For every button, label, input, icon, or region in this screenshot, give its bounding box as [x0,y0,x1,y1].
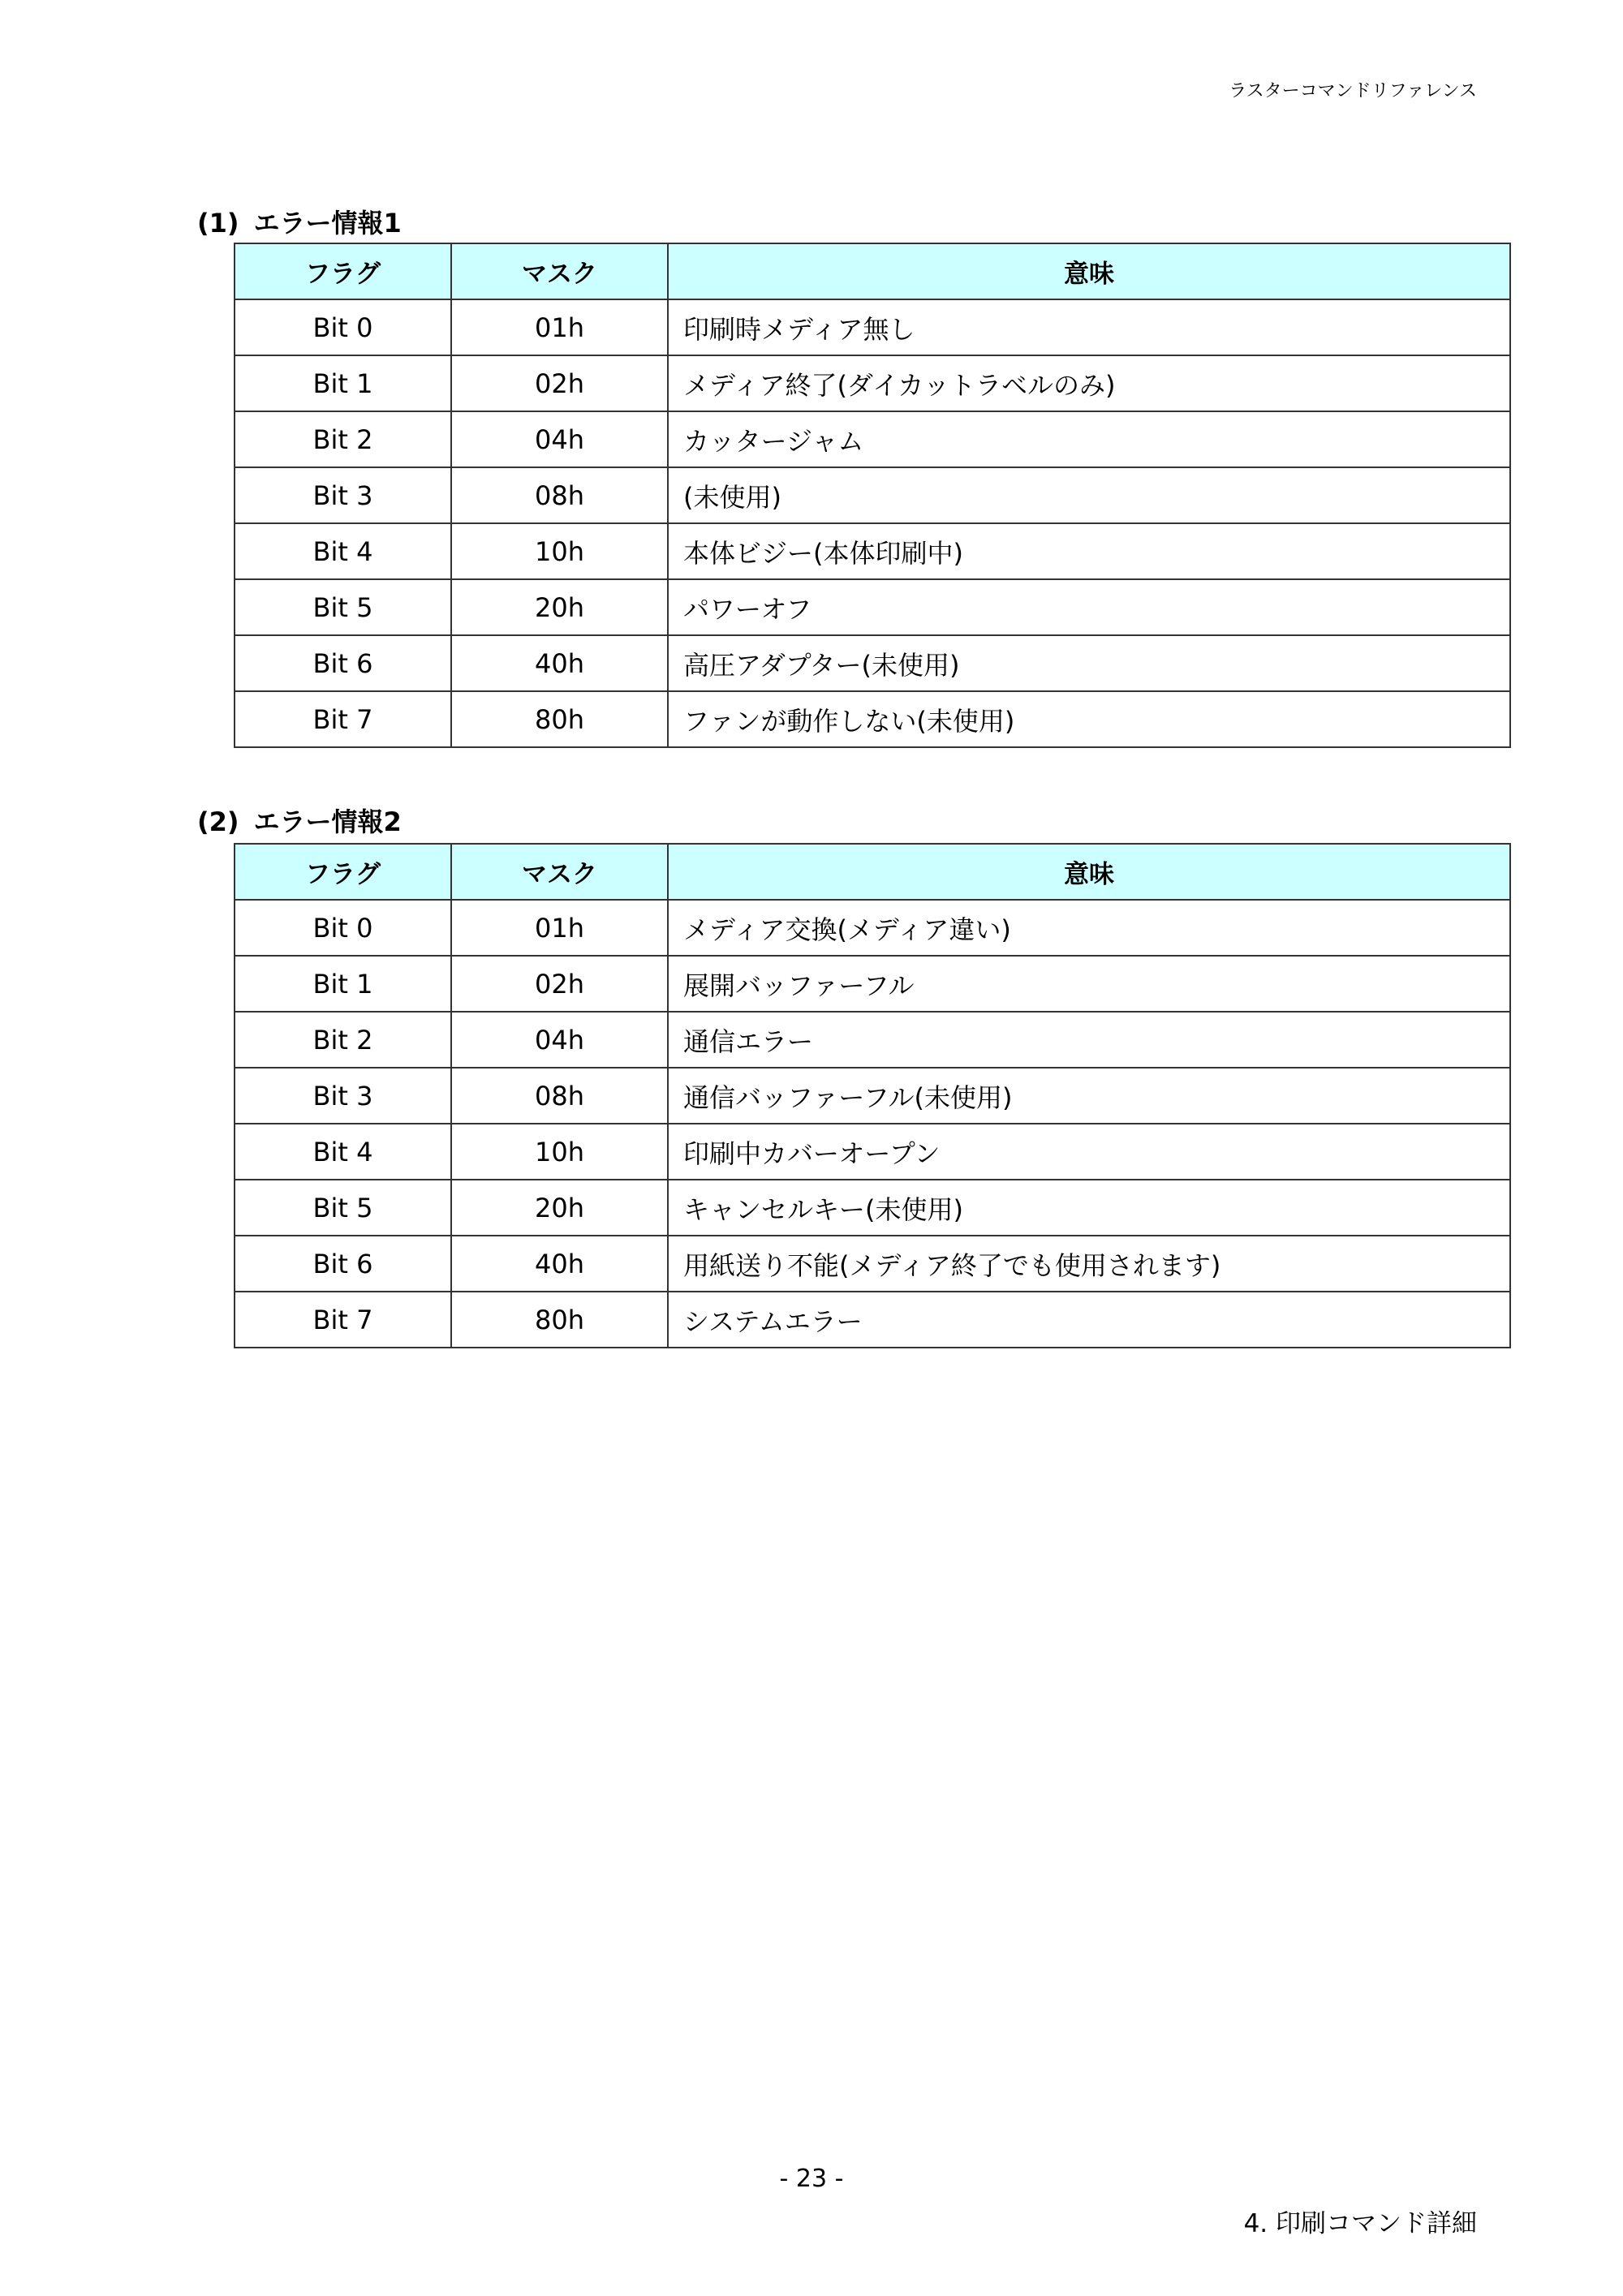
flag-cell: Bit 6 [235,635,451,691]
table-row [235,1068,1510,1124]
mask-cell: 04h [451,1012,668,1068]
flag-cell: Bit 0 [235,299,451,355]
flag-cell: Bit 0 [235,900,451,956]
table-row [235,355,1510,411]
table-row [235,1292,1510,1348]
flag-cell: Bit 1 [235,956,451,1012]
table-row [235,1124,1510,1180]
mask-cell: 01h [451,299,668,355]
table-row [235,691,1510,747]
mask-cell: 08h [451,1068,668,1124]
flag-cell: Bit 3 [235,1068,451,1124]
section-number: (1) [197,208,239,239]
column-header-mask: マスク [451,844,668,900]
table-header-row [235,844,1510,900]
table-row [235,956,1510,1012]
mask-cell: 08h [451,467,668,523]
table-row [235,900,1510,956]
column-header-mask: マスク [451,243,668,299]
meaning-cell: 通信バッファーフル(未使用) [668,1068,1510,1124]
meaning-cell: キャンセルキー(未使用) [668,1180,1510,1236]
chapter-footer: 4. 印刷コマンド詳細 [1243,2209,1477,2238]
mask-cell: 10h [451,523,668,579]
mask-cell: 02h [451,956,668,1012]
meaning-cell: カッタージャム [668,411,1510,467]
mask-cell: 40h [451,635,668,691]
table-row [235,523,1510,579]
mask-cell: 20h [451,1180,668,1236]
mask-cell: 01h [451,900,668,956]
section-number: (2) [197,806,239,837]
meaning-cell: (未使用) [668,467,1510,523]
meaning-cell: 用紙送り不能(メディア終了でも使用されます) [668,1236,1510,1292]
table-row [235,411,1510,467]
flag-cell: Bit 1 [235,355,451,411]
section-title: エラー情報2 [253,806,402,837]
meaning-cell: パワーオフ [668,579,1510,635]
flag-cell: Bit 2 [235,411,451,467]
section-heading-error-info-1 [197,203,402,240]
flag-cell: Bit 4 [235,1124,451,1180]
flag-cell: Bit 2 [235,1012,451,1068]
meaning-cell: メディア交換(メディア違い) [668,900,1510,956]
table-row [235,1012,1510,1068]
table-row [235,579,1510,635]
flag-cell: Bit 4 [235,523,451,579]
meaning-cell: 印刷時メディア無し [668,299,1510,355]
column-header-meaning: 意味 [668,844,1510,900]
table-header-row [235,243,1510,299]
meaning-cell: システムエラー [668,1292,1510,1348]
section-title: エラー情報1 [253,208,402,239]
flag-cell: Bit 3 [235,467,451,523]
table-row [235,1180,1510,1236]
meaning-cell: ファンが動作しない(未使用) [668,691,1510,747]
mask-cell: 20h [451,579,668,635]
meaning-cell: 通信エラー [668,1012,1510,1068]
mask-cell: 04h [451,411,668,467]
mask-cell: 80h [451,691,668,747]
mask-cell: 10h [451,1124,668,1180]
flag-cell: Bit 7 [235,691,451,747]
mask-cell: 80h [451,1292,668,1348]
flag-cell: Bit 5 [235,579,451,635]
column-header-flag: フラグ [235,844,451,900]
table-row [235,299,1510,355]
mask-cell: 02h [451,355,668,411]
table-row [235,1236,1510,1292]
meaning-cell: 高圧アダプター(未使用) [668,635,1510,691]
meaning-cell: 展開バッファーフル [668,956,1510,1012]
table-row [235,467,1510,523]
column-header-flag: フラグ [235,243,451,299]
flag-cell: Bit 6 [235,1236,451,1292]
error-info-2-table [234,843,1511,1348]
flag-cell: Bit 5 [235,1180,451,1236]
meaning-cell: メディア終了(ダイカットラベルのみ) [668,355,1510,411]
column-header-meaning: 意味 [668,243,1510,299]
running-header: ラスターコマンドリファレンス [1229,81,1477,101]
meaning-cell: 印刷中カバーオープン [668,1124,1510,1180]
table-row [235,635,1510,691]
page-number: - 23 - [779,2165,844,2193]
section-heading-error-info-2 [197,802,402,839]
mask-cell: 40h [451,1236,668,1292]
meaning-cell: 本体ビジー(本体印刷中) [668,523,1510,579]
error-info-1-table [234,243,1511,748]
flag-cell: Bit 7 [235,1292,451,1348]
